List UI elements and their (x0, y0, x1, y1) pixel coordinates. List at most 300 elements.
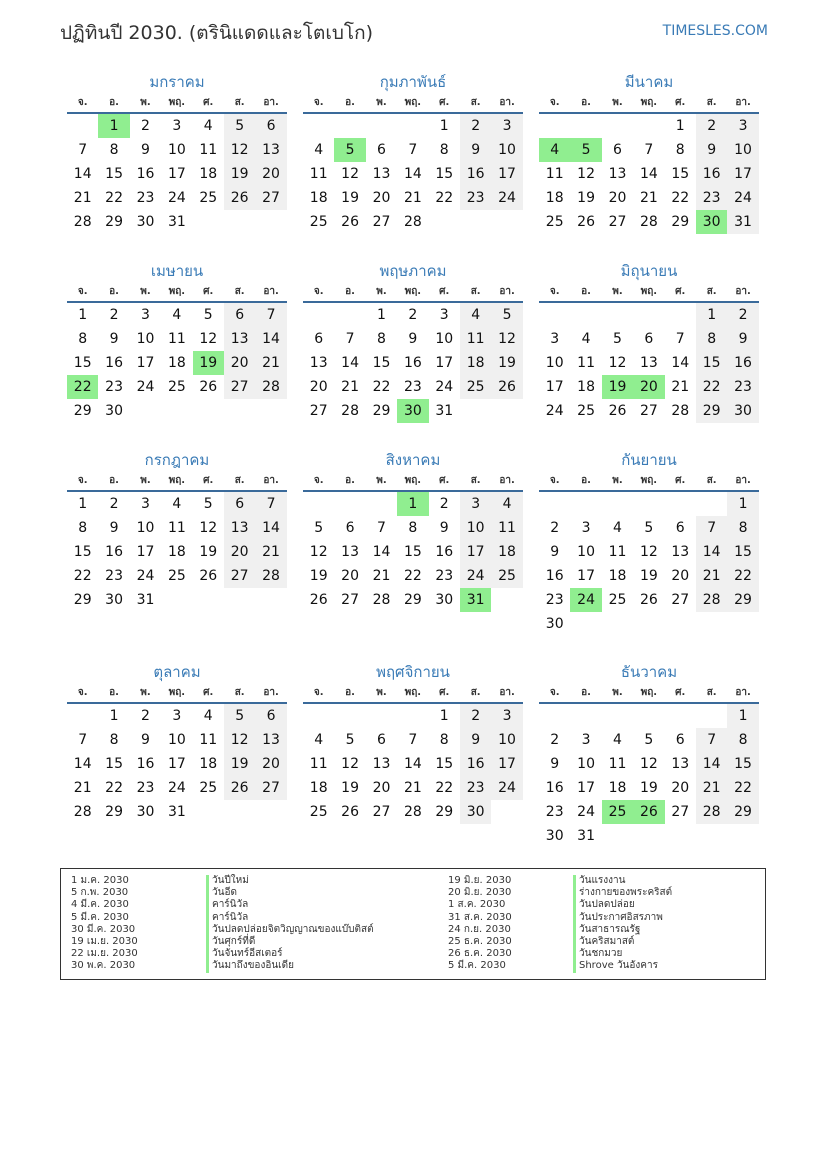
day-cell: 6 (675, 732, 685, 748)
day-cell: 5 (345, 732, 355, 748)
holiday-entry (71, 960, 411, 972)
day-grid (539, 303, 759, 423)
day-cell: 12 (199, 331, 218, 347)
day-cell: 7 (78, 142, 88, 158)
empty-cell (334, 114, 365, 138)
empty-cell (366, 114, 397, 138)
day-cell: 29 (403, 592, 422, 608)
day-cell: 22 (403, 568, 422, 584)
day-cell: 15 (727, 752, 758, 776)
day-cell: 15 (372, 355, 391, 371)
holiday-entry (448, 899, 758, 911)
weekday-label: พ. (140, 687, 151, 698)
weekday-label: อ. (109, 475, 119, 486)
weekday-label: จ. (549, 97, 560, 108)
day-cell: 25 (167, 379, 186, 395)
page-title: ปฏิทินปี 2030. (ตรินิแดดและโตเบโก) (60, 22, 374, 44)
weekday-label: ศ. (203, 97, 214, 108)
day-cell: 17 (167, 756, 186, 772)
month-calendar (67, 259, 287, 423)
empty-cell (633, 114, 664, 138)
day-cell: 10 (577, 544, 595, 560)
day-cell: 9 (408, 331, 418, 347)
weekday-label: อา. (735, 687, 751, 698)
empty-cell (67, 704, 98, 728)
day-cell: 18 (577, 379, 595, 395)
day-cell: 29 (727, 588, 758, 612)
month-calendar (539, 660, 759, 848)
day-cell: 26 (341, 214, 359, 230)
day-cell: 28 (255, 375, 286, 399)
day-cell: 5 (491, 303, 522, 327)
weekday-label: อา. (499, 475, 515, 486)
holiday-name: วันจันทร์อีสเตอร์ (206, 948, 283, 960)
day-cell: 3 (491, 704, 522, 728)
month-name: กุมภาพันธ์ (379, 73, 447, 91)
day-cell: 19 (577, 190, 595, 206)
day-cell: 29 (727, 800, 758, 824)
holiday-date: 5 มี.ค. 2030 (448, 960, 506, 972)
day-cell: 26 (608, 403, 627, 419)
day-cell: 20 (671, 568, 690, 584)
day-cell: 3 (491, 114, 522, 138)
day-cell: 25 (545, 214, 564, 230)
day-cell: 29 (372, 403, 391, 419)
day-cell: 7 (345, 331, 355, 347)
day-cell: 23 (136, 780, 155, 796)
holiday-day-cell: 25 (602, 800, 633, 824)
day-cell: 30 (460, 800, 491, 824)
holiday-day-cell: 19 (193, 351, 224, 375)
day-cell: 4 (314, 732, 324, 748)
weekday-label: พ. (376, 97, 387, 108)
weekday-label: พฤ. (640, 286, 658, 297)
day-cell: 20 (255, 162, 286, 186)
empty-cell (602, 114, 633, 138)
day-grid (303, 303, 523, 423)
holiday-entry (448, 936, 758, 948)
empty-cell (570, 114, 601, 138)
weekday-label: จ. (313, 286, 324, 297)
weekday-label: อา. (735, 286, 751, 297)
month-name: กรกฎาคม (144, 451, 210, 469)
day-cell: 25 (577, 403, 595, 419)
day-cell: 11 (577, 355, 595, 371)
day-grid (303, 492, 523, 612)
day-cell: 5 (203, 496, 213, 512)
weekday-label: จ. (313, 687, 324, 698)
weekday-label: ศ. (439, 687, 450, 698)
day-cell: 1 (675, 118, 685, 134)
month-name: มิถุนายน (620, 262, 678, 280)
empty-cell (303, 303, 334, 327)
day-cell: 28 (696, 588, 727, 612)
day-cell: 26 (224, 776, 255, 800)
day-cell: 12 (309, 544, 328, 560)
weekday-label: พฤ. (404, 97, 422, 108)
day-cell: 16 (105, 544, 123, 560)
day-cell: 8 (78, 331, 88, 347)
day-cell: 22 (696, 375, 727, 399)
day-cell: 13 (224, 327, 255, 351)
day-cell: 17 (136, 355, 155, 371)
day-cell: 22 (727, 776, 758, 800)
holiday-name: คาร์นิวัล (206, 912, 248, 924)
day-cell: 6 (675, 520, 685, 536)
weekday-label: อ. (581, 97, 591, 108)
month-calendar (303, 448, 523, 612)
weekday-label: พฤ. (168, 97, 186, 108)
day-cell: 8 (377, 331, 386, 347)
weekday-label: พ. (612, 687, 623, 698)
day-cell: 31 (167, 804, 186, 820)
weekday-label: อา. (263, 286, 279, 297)
day-cell: 16 (696, 162, 727, 186)
day-cell: 20 (341, 568, 359, 584)
month-name: สิงหาคม (385, 451, 441, 469)
day-cell: 20 (255, 752, 286, 776)
day-cell: 2 (408, 307, 418, 323)
holiday-entry (71, 912, 411, 924)
day-cell: 16 (435, 544, 454, 560)
holiday-name: วันศุกร์ที่ดี (206, 936, 255, 948)
site-brand-link[interactable]: TIMESLES.COM (662, 23, 768, 39)
weekday-label: อา. (263, 97, 279, 108)
day-cell: 19 (491, 351, 522, 375)
day-cell: 30 (545, 828, 564, 844)
day-grid (67, 492, 287, 612)
weekday-label: ศ. (439, 286, 450, 297)
day-cell: 20 (608, 190, 627, 206)
day-cell: 23 (105, 379, 123, 395)
weekday-label: จ. (77, 475, 88, 486)
day-cell: 19 (341, 190, 359, 206)
day-cell: 4 (314, 142, 324, 158)
day-cell: 7 (644, 142, 654, 158)
day-cell: 1 (78, 496, 88, 512)
day-cell: 23 (727, 375, 758, 399)
day-cell: 11 (491, 516, 522, 540)
day-cell: 8 (727, 728, 758, 752)
empty-cell (334, 492, 365, 516)
holiday-list-column-1 (71, 875, 411, 973)
day-cell: 31 (435, 403, 454, 419)
holiday-entry (448, 948, 758, 960)
day-cell: 28 (73, 804, 92, 820)
empty-cell (334, 303, 365, 327)
weekday-label: พฤ. (404, 286, 422, 297)
day-cell: 20 (372, 780, 391, 796)
day-cell: 1 (727, 704, 758, 728)
holiday-day-cell: 22 (67, 375, 98, 399)
day-cell: 18 (199, 166, 218, 182)
empty-cell (696, 492, 727, 516)
month-calendar (67, 660, 287, 824)
holiday-date: 30 มี.ค. 2030 (71, 923, 136, 935)
day-grid (539, 114, 759, 234)
day-cell: 20 (372, 190, 391, 206)
day-cell: 23 (460, 186, 491, 210)
weekday-label: อ. (109, 687, 119, 698)
weekday-label: ส. (706, 475, 717, 486)
day-cell: 10 (460, 516, 491, 540)
month-name: ธันวาคม (620, 663, 678, 681)
weekday-label: อ. (581, 687, 591, 698)
day-cell: 12 (639, 756, 658, 772)
day-cell: 15 (105, 166, 123, 182)
day-cell: 29 (696, 399, 727, 423)
weekday-label: ส. (234, 687, 245, 698)
month-calendar (67, 70, 287, 234)
day-grid (67, 114, 287, 234)
weekday-label: อา. (499, 687, 515, 698)
day-cell: 12 (577, 166, 595, 182)
day-cell: 4 (172, 307, 182, 323)
day-cell: 19 (309, 568, 328, 584)
day-cell: 15 (671, 166, 690, 182)
weekday-label: พ. (612, 286, 623, 297)
day-cell: 23 (545, 804, 564, 820)
weekday-label: อา. (735, 475, 751, 486)
day-cell: 14 (639, 166, 658, 182)
day-cell: 25 (309, 214, 328, 230)
day-cell: 10 (491, 728, 522, 752)
day-cell: 17 (435, 355, 454, 371)
day-cell: 23 (435, 568, 454, 584)
day-cell: 12 (639, 544, 658, 560)
day-cell: 14 (341, 355, 359, 371)
holiday-date: 5 ก.พ. 2030 (71, 887, 129, 899)
day-cell: 15 (73, 544, 92, 560)
holiday-date: 1 ม.ค. 2030 (71, 875, 129, 886)
day-cell: 7 (696, 516, 727, 540)
empty-cell (397, 114, 428, 138)
day-cell: 3 (727, 114, 758, 138)
day-cell: 21 (341, 379, 359, 395)
day-cell: 15 (727, 540, 758, 564)
empty-cell (570, 704, 601, 728)
weekday-label: ศ. (675, 475, 686, 486)
day-cell: 27 (309, 403, 328, 419)
day-cell: 23 (136, 190, 155, 206)
day-cell: 2 (141, 708, 150, 724)
day-cell: 6 (255, 704, 286, 728)
day-cell: 16 (105, 355, 123, 371)
day-cell: 7 (675, 331, 685, 347)
empty-cell (665, 704, 696, 728)
day-cell: 15 (435, 166, 454, 182)
day-cell: 19 (639, 568, 658, 584)
day-cell: 31 (577, 828, 595, 844)
day-cell: 30 (545, 616, 564, 632)
weekday-label: ส. (706, 687, 717, 698)
day-cell: 12 (341, 166, 359, 182)
day-cell: 19 (341, 780, 359, 796)
day-cell: 17 (577, 780, 595, 796)
day-cell: 29 (73, 403, 92, 419)
holiday-day-cell: 30 (696, 210, 727, 234)
day-cell: 17 (460, 540, 491, 564)
weekday-label: ศ. (439, 97, 450, 108)
holiday-date: 24 ก.ย. 2030 (448, 923, 511, 935)
day-cell: 6 (345, 520, 355, 536)
weekday-label: พ. (140, 286, 151, 297)
day-cell: 9 (696, 138, 727, 162)
day-cell: 7 (255, 303, 286, 327)
weekday-header (67, 684, 287, 704)
holiday-date: 5 มี.ค. 2030 (71, 911, 129, 923)
day-grid (67, 704, 287, 824)
day-cell: 21 (671, 379, 690, 395)
empty-cell (570, 303, 601, 327)
weekday-label: ศ. (675, 687, 686, 698)
weekday-label: พฤ. (168, 286, 186, 297)
holiday-date: 4 มี.ค. 2030 (71, 899, 129, 911)
empty-cell (366, 492, 397, 516)
day-cell: 17 (545, 379, 564, 395)
day-cell: 16 (545, 568, 564, 584)
holiday-date: 19 เม.ย. 2030 (71, 935, 138, 947)
day-cell: 26 (577, 214, 595, 230)
day-cell: 2 (727, 303, 758, 327)
day-cell: 26 (199, 379, 218, 395)
day-cell: 18 (167, 544, 186, 560)
day-cell: 24 (136, 379, 155, 395)
holiday-day-cell: 20 (633, 375, 664, 399)
day-cell: 10 (491, 138, 522, 162)
weekday-label: พฤ. (404, 687, 422, 698)
day-cell: 4 (613, 732, 622, 748)
day-cell: 9 (141, 142, 150, 158)
holiday-day-cell: 24 (570, 588, 601, 612)
day-cell: 13 (372, 166, 391, 182)
day-cell: 10 (167, 142, 186, 158)
day-cell: 4 (581, 331, 591, 347)
holiday-day-cell: 5 (570, 138, 601, 162)
weekday-label: พฤ. (640, 475, 658, 486)
day-cell: 10 (167, 732, 186, 748)
day-cell: 30 (105, 592, 123, 608)
empty-cell (539, 492, 570, 516)
day-cell: 2 (550, 520, 560, 536)
day-cell: 6 (644, 331, 654, 347)
day-grid (539, 492, 759, 636)
holiday-entry (71, 924, 411, 936)
weekday-label: อ. (581, 286, 591, 297)
day-cell: 8 (439, 732, 449, 748)
weekday-label: ส. (470, 97, 481, 108)
weekday-label: พ. (612, 97, 623, 108)
weekday-label: อา. (735, 97, 751, 108)
day-cell: 25 (167, 568, 186, 584)
weekday-label: ส. (234, 97, 245, 108)
day-cell: 9 (109, 520, 119, 536)
day-cell: 14 (372, 544, 391, 560)
day-cell: 23 (696, 186, 727, 210)
day-cell: 19 (224, 752, 255, 776)
holiday-day-cell: 1 (98, 114, 129, 138)
day-cell: 2 (439, 496, 449, 512)
holiday-name: วันมาถึงของอินเดีย (206, 960, 294, 972)
day-cell: 14 (403, 756, 422, 772)
holiday-entry (448, 887, 758, 899)
day-cell: 2 (460, 114, 491, 138)
weekday-label: จ. (77, 687, 88, 698)
day-cell: 1 (377, 307, 386, 323)
day-cell: 18 (309, 190, 328, 206)
day-cell: 25 (309, 804, 328, 820)
month-calendar (539, 259, 759, 423)
month-calendar (303, 660, 523, 824)
day-cell: 15 (105, 756, 123, 772)
day-cell: 20 (309, 379, 328, 395)
holiday-date: 20 มิ.ย. 2030 (448, 887, 512, 899)
day-cell: 17 (727, 162, 758, 186)
weekday-header (539, 283, 759, 303)
empty-cell (633, 303, 664, 327)
holiday-name: Shrove วันอังคาร (573, 960, 658, 972)
day-cell: 10 (435, 331, 454, 347)
weekday-label: อา. (499, 286, 515, 297)
day-cell: 22 (435, 780, 454, 796)
day-cell: 9 (439, 520, 449, 536)
day-cell: 25 (460, 375, 491, 399)
holiday-entry (71, 887, 411, 899)
day-cell: 18 (608, 568, 627, 584)
weekday-label: พ. (376, 687, 387, 698)
weekday-label: พ. (140, 97, 151, 108)
empty-cell (665, 303, 696, 327)
day-cell: 23 (460, 776, 491, 800)
empty-cell (303, 114, 334, 138)
day-cell: 24 (136, 568, 155, 584)
day-cell: 28 (341, 403, 359, 419)
weekday-label: ส. (470, 286, 481, 297)
day-cell: 30 (105, 403, 123, 419)
day-cell: 18 (491, 540, 522, 564)
day-cell: 22 (671, 190, 690, 206)
day-cell: 6 (224, 492, 255, 516)
empty-cell (67, 114, 98, 138)
day-cell: 11 (167, 331, 186, 347)
day-cell: 9 (141, 732, 150, 748)
month-calendar (67, 448, 287, 612)
day-cell: 16 (403, 355, 422, 371)
day-cell: 24 (545, 403, 564, 419)
day-cell: 15 (403, 544, 422, 560)
day-cell: 26 (224, 186, 255, 210)
day-cell: 6 (255, 114, 286, 138)
day-cell: 26 (199, 568, 218, 584)
day-cell: 21 (403, 780, 422, 796)
holiday-list (60, 868, 766, 980)
weekday-label: อา. (499, 97, 515, 108)
day-cell: 13 (341, 544, 359, 560)
day-cell: 4 (203, 708, 213, 724)
day-cell: 9 (460, 138, 491, 162)
day-grid (539, 704, 759, 848)
day-cell: 30 (435, 592, 454, 608)
weekday-label: อ. (345, 286, 355, 297)
holiday-name: คาร์นิวัล (206, 899, 248, 911)
day-cell: 7 (408, 142, 418, 158)
day-cell: 14 (403, 166, 422, 182)
day-cell: 16 (545, 780, 564, 796)
day-cell: 8 (439, 142, 449, 158)
day-cell: 24 (460, 564, 491, 588)
day-cell: 3 (581, 732, 591, 748)
holiday-day-cell: 19 (602, 375, 633, 399)
